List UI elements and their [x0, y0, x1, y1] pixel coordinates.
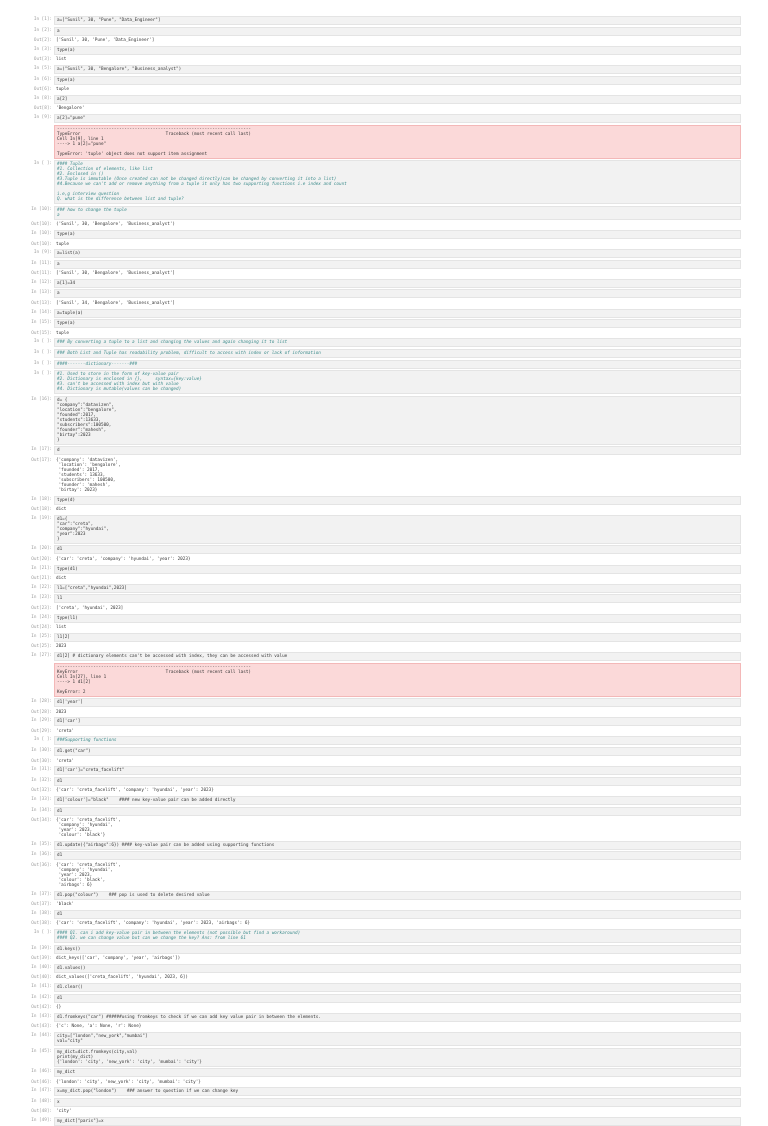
cell-prompt: Out[30]: [31, 758, 52, 764]
cell-output-text: tuple [54, 330, 741, 337]
cell-prompt: Out[23]: [31, 605, 52, 611]
code-cell[interactable] [0, 396, 768, 445]
output-cell [0, 955, 768, 962]
cell-source-text[interactable]: #1. Used to store in the form of key-value pair #2. Dictionary is enclosed in {}, syntax={key:value} #3. can't be accessed with index but with value #4. Dictionary is mutable(values can be changed) [54, 370, 741, 394]
cell-source-text[interactable]: my_dict["paris"]=x [54, 1117, 741, 1126]
cell-prompt: In [28]: [31, 699, 52, 705]
code-cell[interactable] [0, 114, 768, 123]
cell-output-text: 'creta' [54, 728, 741, 735]
cell-prompt: Out[48]: [31, 1109, 52, 1115]
cell-prompt: Out[21]: [31, 576, 52, 582]
cell-source-text[interactable]: d= { "company":"datavizen", "location":"bengalore", "founded":2017, "students":13633, "subscribers":100500, "founder":"mahesh", "birtay":2023 } [54, 396, 741, 445]
cell-prompt: In [1]: [33, 17, 52, 22]
cell-prompt: In [ ]: [33, 737, 52, 743]
code-cell[interactable] [0, 446, 768, 455]
code-cell[interactable] [0, 777, 768, 786]
output-cell [0, 643, 768, 650]
cell-prompt: In [33]: [31, 797, 52, 803]
markdown-cell[interactable] [0, 206, 768, 220]
cell-output-text: {'car': 'creta_facelift', 'company': 'hyundai', 'year': 2023, 'colour': 'black', 'airbags': 6} [54, 862, 741, 889]
code-cell[interactable] [0, 807, 768, 816]
cell-prompt: Out[39]: [31, 956, 52, 962]
cell-source-text[interactable]: d1.update({"airbags":6}) #### key-value pair can be added using supporting functions [54, 841, 741, 850]
cell-prompt: In [8]: [33, 95, 52, 101]
code-cell[interactable] [0, 983, 768, 992]
markdown-cell[interactable] [0, 360, 768, 369]
cell-source-text[interactable]: type(a) [54, 76, 741, 85]
cell-output-text: ['creta', 'hyundai', 2023] [54, 605, 741, 612]
cell-source-text[interactable]: a[2] [54, 95, 741, 104]
cell-output-text: dict [54, 506, 741, 513]
code-cell[interactable] [0, 496, 768, 505]
code-cell[interactable] [0, 260, 768, 269]
cell-output-text: ['Sunil', 34, 'Bengalore', 'Business_analyst'] [54, 300, 741, 307]
cell-prompt: Out[17]: [31, 458, 52, 463]
code-cell[interactable] [0, 594, 768, 603]
cell-prompt: Out[6]: [33, 87, 52, 93]
cell-source-text[interactable]: type(d1) [54, 565, 741, 574]
cell-prompt: In [12]: [31, 279, 52, 285]
cell-prompt [0, 663, 54, 664]
cell-prompt: In [29]: [31, 718, 52, 724]
cell-output-text: tuple [54, 86, 741, 93]
cell-prompt: In [47]: [31, 1088, 52, 1094]
cell-source-text[interactable]: #### Q1. can i add key-value pair in between the elements (not possible but find a workaround) #### Q2. we can change value but can we change the key? Ans: from line 61 [54, 929, 741, 943]
cell-source-text[interactable]: x=my_dict.pop("london") ### answer to question if we can change key [54, 1087, 741, 1096]
cell-source-text[interactable]: x [54, 1098, 741, 1107]
output-cell [0, 974, 768, 981]
cell-prompt: In [42]: [31, 994, 52, 1000]
code-cell[interactable] [0, 717, 768, 726]
cell-prompt: Out[18]: [31, 507, 52, 513]
code-cell[interactable] [0, 1117, 768, 1126]
cell-prompt [0, 125, 54, 126]
cell-prompt: In [18]: [31, 496, 52, 502]
cell-prompt: In [45]: [31, 1048, 52, 1054]
cell-source-text[interactable]: a=tuple(a) [54, 309, 741, 318]
cell-prompt: Out[32]: [31, 788, 52, 794]
code-cell[interactable] [0, 891, 768, 900]
cell-prompt: In [31]: [31, 767, 52, 773]
cell-prompt: Out[10]: [31, 222, 52, 228]
code-cell[interactable] [0, 964, 768, 973]
code-cell[interactable] [0, 249, 768, 258]
cell-prompt: In [39]: [31, 945, 52, 951]
cell-prompt: In [27]: [31, 652, 52, 658]
cell-source-text[interactable]: type(a) [54, 230, 741, 239]
cell-prompt: In [11]: [31, 260, 52, 266]
cell-prompt: In [44]: [31, 1032, 52, 1038]
cell-prompt: In [17]: [31, 447, 52, 453]
cell-output-text: 'city' [54, 1108, 741, 1115]
cell-output-text: list [54, 56, 741, 63]
code-cell[interactable] [0, 76, 768, 85]
code-cell[interactable] [0, 319, 768, 328]
cell-output-text: ['Sunil', 30, 'Pune', 'Data_Engineer'] [54, 37, 741, 44]
code-cell[interactable] [0, 1098, 768, 1107]
cell-source-text[interactable]: d1 [54, 807, 741, 816]
cell-prompt: In [30]: [31, 748, 52, 754]
cell-prompt: In [ ]: [33, 371, 52, 377]
cell-prompt: In [16]: [31, 396, 52, 402]
output-cell [0, 862, 768, 889]
error-output-cell [0, 125, 768, 159]
cell-prompt: In [2]: [33, 27, 52, 33]
cell-source-text[interactable]: l1 [54, 594, 741, 603]
cell-prompt: Out[37]: [31, 902, 52, 908]
cell-source-text[interactable]: a=["Sunil", 30, "Pune", "Data_Engineer"] [54, 16, 741, 25]
code-cell[interactable] [0, 230, 768, 239]
code-cell[interactable] [0, 747, 768, 756]
output-cell [0, 221, 768, 228]
output-cell [0, 1079, 768, 1086]
code-cell[interactable] [0, 95, 768, 104]
code-cell[interactable] [0, 1032, 768, 1046]
cell-prompt: Out[3]: [33, 57, 52, 63]
cell-source-text[interactable]: a=("Sunil", 30, "Bengalore", "Business_analyst") [54, 65, 741, 74]
cell-prompt: Out[40]: [31, 975, 52, 981]
output-cell [0, 709, 768, 716]
cell-source-text[interactable]: d1.clear() [54, 983, 741, 992]
cell-source-text[interactable]: d1['year'] [54, 698, 741, 707]
cell-prompt: Out[36]: [31, 863, 52, 868]
code-cell[interactable] [0, 841, 768, 850]
output-cell [0, 330, 768, 337]
cell-prompt: In [20]: [31, 546, 52, 552]
cell-prompt: Out[34]: [31, 818, 52, 824]
output-cell [0, 787, 768, 794]
cell-output-text: dict_keys(['car', 'company', 'year', 'airbags']) [54, 955, 741, 962]
cell-prompt: Out[29]: [31, 728, 52, 734]
cell-source-text[interactable]: d1.fromkeys("car") ######using fromkeys to check if we can add key value pair in between the elements. [54, 1013, 741, 1022]
cell-source-text[interactable]: d1 [54, 851, 741, 860]
output-cell [0, 1023, 768, 1030]
output-cell [0, 105, 768, 112]
markdown-cell[interactable] [0, 929, 768, 943]
output-cell [0, 37, 768, 44]
code-cell[interactable] [0, 633, 768, 642]
cell-prompt: Out[28]: [31, 709, 52, 715]
output-cell [0, 300, 768, 307]
code-cell[interactable] [0, 515, 768, 544]
cell-source-text[interactable]: d1.get("car") [54, 747, 741, 756]
cell-prompt: In [5]: [33, 65, 52, 71]
cell-prompt: Out[43]: [31, 1024, 52, 1030]
cell-output-text: ('Sunil', 30, 'Bengalore', 'Business_analyst') [54, 221, 741, 228]
markdown-cell[interactable] [0, 160, 768, 204]
cell-source-text[interactable]: my_dict=dict.fromkeys(city,val) print(my_dict) {'london': 'city', 'new_york': 'city', 'mumbai': 'city'} [54, 1048, 741, 1067]
cell-source-text[interactable]: d1['colour']="black" #### new key-value pair can be added directly [54, 796, 741, 805]
output-cell [0, 728, 768, 735]
cell-source-text[interactable]: d [54, 446, 741, 455]
cell-prompt: Out[10]: [31, 241, 52, 247]
cell-output-text: 'Bengalore' [54, 105, 741, 112]
markdown-cell[interactable] [0, 349, 768, 358]
cell-prompt: In [9]: [33, 250, 52, 256]
output-cell [0, 575, 768, 582]
output-cell [0, 758, 768, 765]
cell-prompt: Out[11]: [31, 271, 52, 277]
cell-source-text[interactable]: d1 [54, 910, 741, 919]
cell-output-text: {'car': 'creta_facelift', 'company': 'hyundai', 'year': 2023, 'airbags': 6} [54, 920, 741, 927]
cell-source-text[interactable]: ###Supporting functions [54, 736, 741, 745]
cell-prompt: Out[2]: [33, 38, 52, 44]
cell-prompt: In [19]: [31, 515, 52, 521]
cell-source-text[interactable]: d1['car']="creta_facelift" [54, 766, 741, 775]
cell-source-text[interactable]: #### Tuple #1. Collection of elements, like list #2. Enclosed in () #3.Tuple is immutable (Once created can not be changed directly)can be changed by converting it into a list) #4.Because we can't add or remove anything from a tuple it only has two supporting functions i.e index and count i.e,g interview question Q. what is the difference between list and tuple? [54, 160, 741, 204]
cell-output-text: list [54, 624, 741, 631]
cell-source-text[interactable]: d1[2] # dictionary elements can't be accessed with index, they can be accessed with value [54, 652, 741, 661]
output-cell [0, 920, 768, 927]
cell-prompt: In [48]: [31, 1098, 52, 1104]
cell-prompt: In [15]: [31, 320, 52, 326]
cell-prompt: In [14]: [31, 309, 52, 315]
cell-source-text[interactable]: a[2]="pune" [54, 114, 741, 123]
cell-source-text[interactable]: my_dict [54, 1068, 741, 1077]
cell-source-text[interactable]: type(a) [54, 46, 741, 55]
code-cell[interactable] [0, 1013, 768, 1022]
cell-prompt: In [49]: [31, 1118, 52, 1124]
output-cell [0, 605, 768, 612]
cell-source-text[interactable]: d1.pop("colour") ### pop is used to delete desired value [54, 891, 741, 900]
code-cell[interactable] [0, 65, 768, 74]
output-cell [0, 1108, 768, 1115]
cell-source-text[interactable]: a [54, 260, 741, 269]
cell-source-text[interactable]: ### how to change the tuple a [54, 206, 741, 220]
cell-prompt: In [43]: [31, 1013, 52, 1019]
cell-prompt: Out[25]: [31, 644, 52, 650]
cell-source-text[interactable]: l1[2] [54, 633, 741, 642]
cell-source-text[interactable]: d1 [54, 545, 741, 554]
code-cell[interactable] [0, 994, 768, 1003]
cell-prompt: In [32]: [31, 777, 52, 783]
output-cell [0, 1004, 768, 1011]
cell-output-text: {'company': 'datavizen', 'location': 'bengalore', 'founded': 2017, 'students': 13633, 'subscribers': 100500, 'founder': 'mahesh', 'birtay': 2023} [54, 457, 741, 494]
cell-prompt: In [36]: [31, 852, 52, 858]
cell-output-text: {'c': None, 'a': None, 'r': None} [54, 1023, 741, 1030]
cell-source-text[interactable]: d1.keys() [54, 945, 741, 954]
cell-prompt: In [46]: [31, 1069, 52, 1075]
cell-source-text[interactable]: a=list(a) [54, 249, 741, 258]
cell-source-text[interactable]: l1=["creta","hyundai",2023] [54, 584, 741, 593]
cell-output-text: dict_values(['creta_facelift', 'hyundai', 2023, 6]) [54, 974, 741, 981]
cell-prompt: In [24]: [31, 614, 52, 620]
cell-source-text[interactable]: type(d) [54, 496, 741, 505]
code-cell[interactable] [0, 545, 768, 554]
code-cell[interactable] [0, 46, 768, 55]
output-cell [0, 901, 768, 908]
cell-prompt: In [10]: [31, 206, 52, 212]
output-cell [0, 457, 768, 494]
code-cell[interactable] [0, 614, 768, 623]
cell-source-text[interactable]: type(l1) [54, 614, 741, 623]
cell-source-text[interactable]: d1['car'] [54, 717, 741, 726]
cell-prompt: In [10]: [31, 230, 52, 236]
code-cell[interactable] [0, 1048, 768, 1067]
markdown-cell[interactable] [0, 338, 768, 347]
code-cell[interactable] [0, 279, 768, 288]
cell-prompt: In [25]: [31, 633, 52, 639]
code-cell[interactable] [0, 698, 768, 707]
cell-prompt: Out[15]: [31, 330, 52, 336]
cell-prompt: In [35]: [31, 841, 52, 847]
cell-prompt: In [40]: [31, 964, 52, 970]
cell-prompt: In [3]: [33, 46, 52, 52]
code-cell[interactable] [0, 1087, 768, 1096]
code-cell[interactable] [0, 584, 768, 593]
output-cell [0, 270, 768, 277]
cell-prompt: In [37]: [31, 891, 52, 897]
cell-prompt: Out[8]: [33, 106, 52, 112]
cell-output-text: 2023 [54, 643, 741, 650]
cell-output-text: dict [54, 575, 741, 582]
markdown-cell[interactable] [0, 370, 768, 394]
cell-output-text: ['Sunil', 30, 'Bengalore', 'Business_analyst'] [54, 270, 741, 277]
cell-prompt: In [6]: [33, 76, 52, 82]
cell-prompt: Out[20]: [31, 556, 52, 562]
cell-prompt: In [ ]: [33, 339, 52, 345]
code-cell[interactable] [0, 16, 768, 25]
cell-prompt: In [ ]: [33, 161, 52, 167]
cell-prompt: In [13]: [31, 290, 52, 296]
error-output-cell [0, 663, 768, 697]
output-cell [0, 556, 768, 563]
cell-source-text[interactable]: ### By converting a tuple to a list and changing the values and again changing it to list [54, 338, 741, 347]
cell-prompt: Out[13]: [31, 301, 52, 307]
cell-output-text: 2023 [54, 709, 741, 716]
cell-prompt: In [34]: [31, 807, 52, 813]
cell-output-text: 'black' [54, 901, 741, 908]
cell-prompt: Out[46]: [31, 1079, 52, 1085]
cell-source-text[interactable]: d1 [54, 777, 741, 786]
code-cell[interactable] [0, 652, 768, 661]
cell-source-text[interactable]: city=["london","new_york","mumbai"] val="city" [54, 1032, 741, 1046]
cell-output-text: 'creta' [54, 758, 741, 765]
cell-output-text: {'london': 'city', 'new_york': 'city', 'mumbai': 'city'} [54, 1079, 741, 1086]
cell-output-text: --------------------------------------------------------------------------- KeyError Traceback (most recent call last) Cell In[27], line 1 ----> 1 d1[2] KeyError: 2 [54, 663, 741, 697]
cell-source-text[interactable]: ### Both List and Tuple has readability problem, difficult to access with index or lack of information [54, 349, 741, 358]
output-cell [0, 86, 768, 93]
cell-source-text[interactable]: type(a) [54, 319, 741, 328]
cell-prompt: Out[24]: [31, 625, 52, 631]
cell-source-text[interactable]: d1 [54, 994, 741, 1003]
cell-output-text: {'car': 'creta_facelift', 'company': 'hyundai', 'year': 2023} [54, 787, 741, 794]
code-cell[interactable] [0, 565, 768, 574]
cell-prompt: Out[42]: [31, 1005, 52, 1011]
code-cell[interactable] [0, 289, 768, 298]
cell-prompt: In [23]: [31, 595, 52, 601]
cell-output-text: --------------------------------------------------------------------------- TypeError Traceback (most recent call last) Cell In[9], line 1 ----> 1 a[2]="pune" TypeError: 'tuple' object does not support item assignment [54, 125, 741, 159]
output-cell [0, 817, 768, 839]
cell-source-text[interactable]: d1.values() [54, 964, 741, 973]
output-cell [0, 241, 768, 248]
output-cell [0, 56, 768, 63]
code-cell[interactable] [0, 27, 768, 36]
cell-prompt: In [9]: [33, 114, 52, 120]
output-cell [0, 624, 768, 631]
cell-source-text[interactable]: a [54, 27, 741, 36]
cell-prompt: In [38]: [31, 910, 52, 916]
cell-prompt: In [21]: [31, 565, 52, 571]
cell-prompt: In [ ]: [33, 350, 52, 356]
markdown-cell[interactable] [0, 736, 768, 745]
cell-source-text[interactable]: a[1]=34 [54, 279, 741, 288]
code-cell[interactable] [0, 309, 768, 318]
code-cell[interactable] [0, 1068, 768, 1077]
output-cell [0, 506, 768, 513]
cell-output-text: {} [54, 1004, 741, 1011]
cell-prompt: In [22]: [31, 584, 52, 590]
code-cell[interactable] [0, 910, 768, 919]
cell-output-text: {'car': 'creta_facelift', 'company': 'hyundai', 'year': 2023, 'colour': 'black'} [54, 817, 741, 839]
code-cell[interactable] [0, 766, 768, 775]
cell-output-text: tuple [54, 241, 741, 248]
cell-source-text[interactable]: ####-------dictionary-------### [54, 360, 741, 369]
code-cell[interactable] [0, 945, 768, 954]
cell-prompt: In [ ]: [33, 360, 52, 366]
cell-source-text[interactable]: a [54, 289, 741, 298]
cell-prompt: Out[38]: [31, 921, 52, 927]
cell-prompt: In [41]: [31, 983, 52, 989]
code-cell[interactable] [0, 796, 768, 805]
cell-output-text: {'car': 'creta', 'company': 'hyundai', 'year': 2023} [54, 556, 741, 563]
cell-prompt: In [ ]: [33, 929, 52, 935]
cell-source-text[interactable]: d1={ "car":"creta", "company":"hyundai", "year":2023 } [54, 515, 741, 544]
code-cell[interactable] [0, 851, 768, 860]
